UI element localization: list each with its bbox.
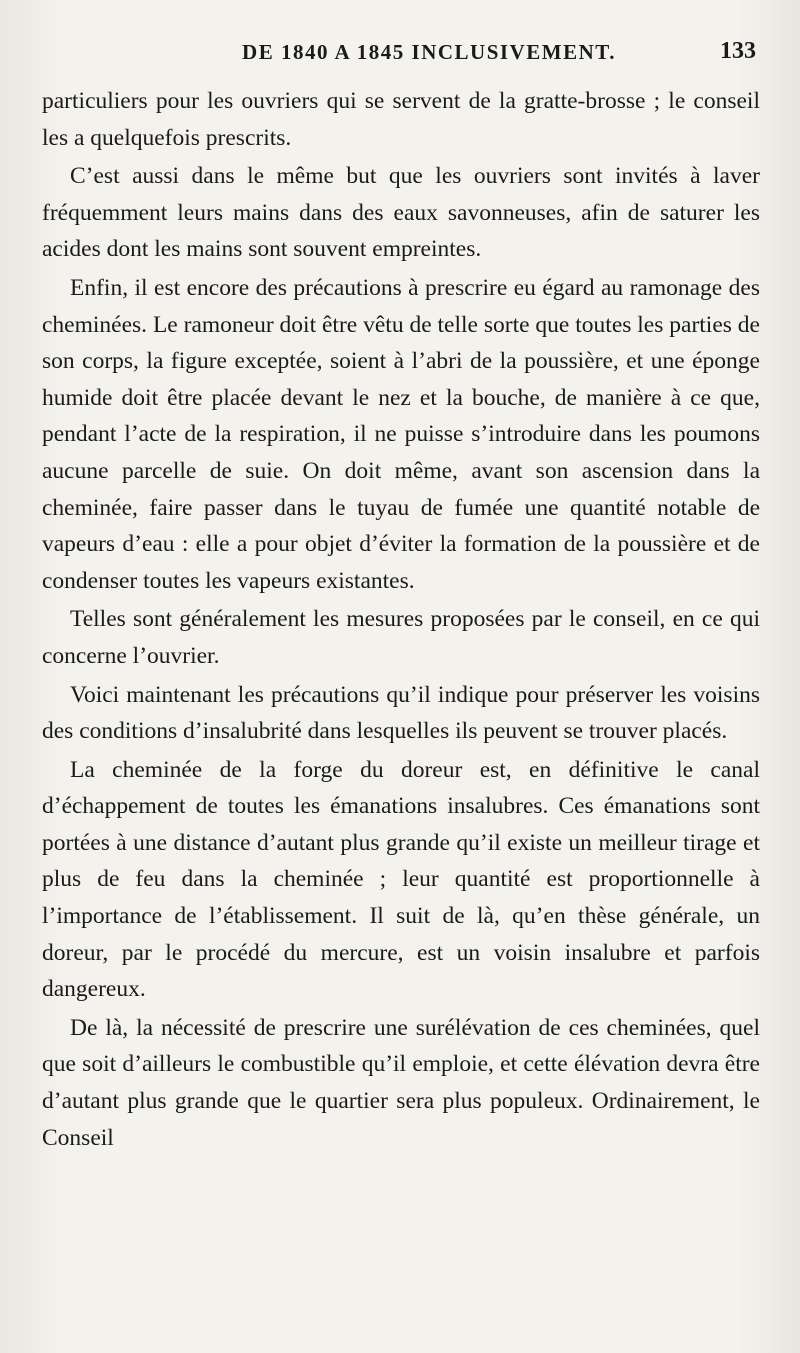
paragraph-1: particuliers pour les ouvriers qui se servent de la gratte-brosse ; le conseil les a quelquefois prescrits. (42, 88, 760, 151)
page-number: 133 (720, 38, 756, 64)
paragraph-3: Enfin, il est encore des précautions à prescrire eu égard au ramonage des cheminées. Le ramoneur doit être vêtu de telle sorte que toutes les parties de son corps, la figure exceptée, soient à l’abri de la poussière, et une éponge humide doit être placée devant le nez et la bouche, de manière à ce que, pendant l’acte de la respiration, il ne puisse s’introduire dans les poumons aucune parcelle de suie. On doit même, avant son ascension dans la cheminée, faire passer dans le tuyau de fumée une quantité notable de vapeurs d’eau : elle a pour objet d’éviter la formation de la poussière et de condenser toutes les vapeurs existantes. (42, 274, 760, 594)
running-head (42, 40, 756, 72)
paragraph-5: Voici maintenant les précautions qu’il indique pour préserver les voisins des conditions d’insalubrité dans lesquelles ils peuvent se trouver placés. (42, 681, 760, 745)
body-text (42, 83, 760, 1156)
paragraph-7: De là, la nécessité de prescrire une surélévation de ces cheminées, quel que soit d’ailleurs le combustible qu’il emploie, et cette élévation devra être d’autant plus grande que le quartier sera plus populeux. Ordinairement, le Conseil (42, 1014, 760, 1151)
paragraph-6: La cheminée de la forge du doreur est, en définitive le canal d’échappement de toutes les émanations insalubres. Ces émanations sont portées à une distance d’autant plus grande qu’il existe un meilleur tirage et plus de feu dans la cheminée ; leur quantité est proportionnelle à l’importance de l’établissement. Il suit de là, qu’en thèse générale, un doreur, par le procédé du mercure, est un voisin insalubre et parfois dangereux. (42, 756, 760, 1003)
paragraph-4: Telles sont généralement les mesures proposées par le conseil, en ce qui concerne l’ouvrier. (42, 606, 760, 669)
running-title: DE 1840 A 1845 INCLUSIVEMENT. (242, 40, 616, 64)
paragraph-2: C’est aussi dans le même but que les ouvriers sont invités à laver fréquemment leurs mains dans des eaux savonneuses, afin de saturer les acides dont les mains sont souvent empreintes. (42, 163, 760, 263)
